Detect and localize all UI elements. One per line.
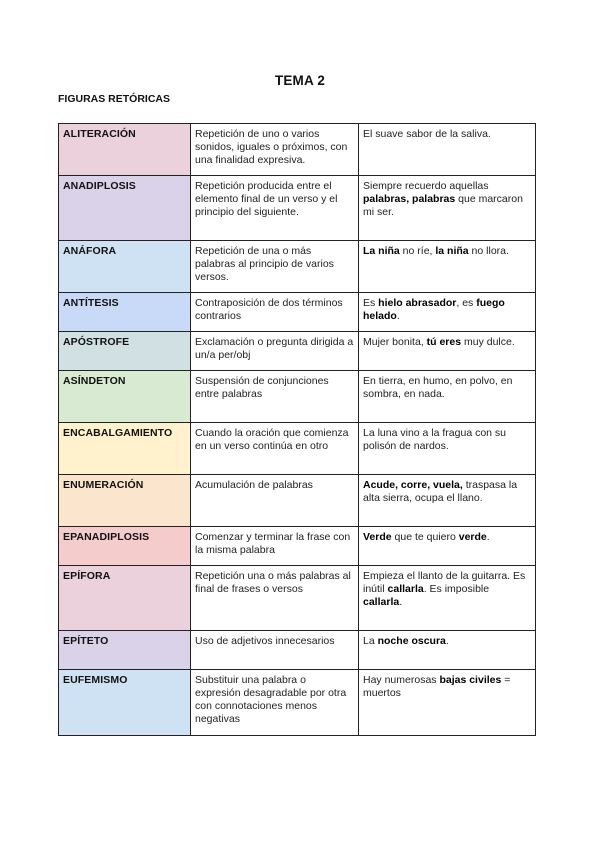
figure-definition: Acumulación de palabras [191, 475, 359, 527]
section-subtitle: FIGURAS RETÓRICAS [58, 93, 171, 105]
example-text: Mujer bonita, [363, 336, 427, 348]
table-row [59, 371, 536, 423]
figure-term: EPÍFORA [59, 566, 191, 631]
example-highlight: callarla [363, 596, 400, 608]
table-row [59, 423, 536, 475]
figure-definition: Exclamación o pregunta dirigida a un/a per/obj [191, 332, 359, 371]
table-row [59, 241, 536, 293]
figure-definition: Repetición producida entre el elemento final de un verso y el principio del siguiente. [191, 176, 359, 241]
example-text: no llora. [468, 245, 509, 257]
example-text: El suave sabor de la saliva. [363, 128, 491, 140]
example-highlight: palabras, [363, 193, 410, 205]
example-text: La [363, 635, 378, 647]
example-highlight: noche oscura [377, 635, 446, 647]
figure-term: APÓSTROFE [59, 332, 191, 371]
figure-term: ASÍNDETON [59, 371, 191, 423]
example-highlight: tú eres [426, 336, 462, 348]
example-highlight: fuego helado [363, 297, 505, 322]
example-text: = muertos [363, 674, 511, 699]
figure-term: EPÍTETO [59, 631, 191, 670]
table-row [59, 124, 536, 176]
table-row [59, 176, 536, 241]
example-text: traspasa la alta sierra, ocupa el llano. [363, 479, 518, 504]
example-text: muy dulce. [461, 336, 515, 348]
figure-example [359, 631, 536, 670]
figure-term: ENUMERACIÓN [59, 475, 191, 527]
example-highlight: hielo abrasador [378, 297, 457, 309]
figure-definition: Comenzar y terminar la frase con la misma palabra [191, 527, 359, 566]
figure-definition: Uso de adjetivos innecesarios [191, 631, 359, 670]
table-row [59, 475, 536, 527]
table-row [59, 670, 536, 736]
document-title: TEMA 2 [274, 73, 326, 88]
table-row [59, 293, 536, 332]
figure-term: EUFEMISMO [59, 670, 191, 736]
figure-example [359, 475, 536, 527]
example-text: . [486, 531, 490, 543]
figure-example [359, 176, 536, 241]
figure-example [359, 371, 536, 423]
table-row [59, 527, 536, 566]
example-text: no ríe, [399, 245, 436, 257]
table-row [59, 566, 536, 631]
example-highlight: La niña [363, 245, 400, 257]
example-text: . [399, 596, 403, 608]
figure-example [359, 566, 536, 631]
example-text: Siempre recuerdo aquellas [363, 180, 489, 192]
figure-term: ALITERACIÓN [59, 124, 191, 176]
figure-definition: Cuando la oración que comienza en un verso continúa en otro [191, 423, 359, 475]
figure-term: EPANADIPLOSIS [59, 527, 191, 566]
figure-definition: Repetición de una o más palabras al principio de varios versos. [191, 241, 359, 293]
example-highlight: callarla [387, 583, 424, 595]
rhetorical-figures-table [58, 123, 536, 736]
example-text: La luna vino a la fragua con su polisón de nardos. [363, 427, 507, 452]
example-text: Hay numerosas [363, 674, 440, 686]
table-body [59, 124, 536, 736]
example-highlight: verde [458, 531, 487, 543]
figure-definition: Repetición una o más palabras al final de frases o versos [191, 566, 359, 631]
example-highlight: la niña [435, 245, 469, 257]
figure-term: ANADIPLOSIS [59, 176, 191, 241]
example-text: Empieza el llanto de la guitarra. Es inútil [363, 570, 526, 595]
example-highlight: Verde [363, 531, 392, 543]
table-row [59, 332, 536, 371]
example-highlight: bajas civiles [439, 674, 502, 686]
example-text: que marcaron mi ser. [363, 193, 523, 218]
example-text: . Es imposible [423, 583, 490, 595]
example-highlight: palabras [412, 193, 456, 205]
example-text: que te quiero [391, 531, 459, 543]
figure-definition: Substituir una palabra o expresión desagradable por otra con connotaciones menos negativas [191, 670, 359, 736]
example-highlight: Acude, corre, vuela, [363, 479, 463, 491]
figure-example [359, 241, 536, 293]
figure-example [359, 423, 536, 475]
figure-example [359, 527, 536, 566]
figure-term: ANÁFORA [59, 241, 191, 293]
figure-definition: Contraposición de dos términos contrarios [191, 293, 359, 332]
figure-term: ENCABALGAMIENTO [59, 423, 191, 475]
figure-example [359, 332, 536, 371]
figure-definition: Repetición de uno o varios sonidos, iguales o próximos, con una finalidad expresiva. [191, 124, 359, 176]
figure-term: ANTÍTESIS [59, 293, 191, 332]
table-row [59, 631, 536, 670]
figure-example [359, 293, 536, 332]
example-text: En tierra, en humo, en polvo, en sombra, en nada. [363, 375, 513, 400]
example-text: , es [456, 297, 477, 309]
example-text: . [445, 635, 449, 647]
figure-example [359, 670, 536, 736]
example-text: . [396, 310, 400, 322]
figure-definition: Suspensión de conjunciones entre palabras [191, 371, 359, 423]
figure-example [359, 124, 536, 176]
example-text: Es [363, 297, 379, 309]
